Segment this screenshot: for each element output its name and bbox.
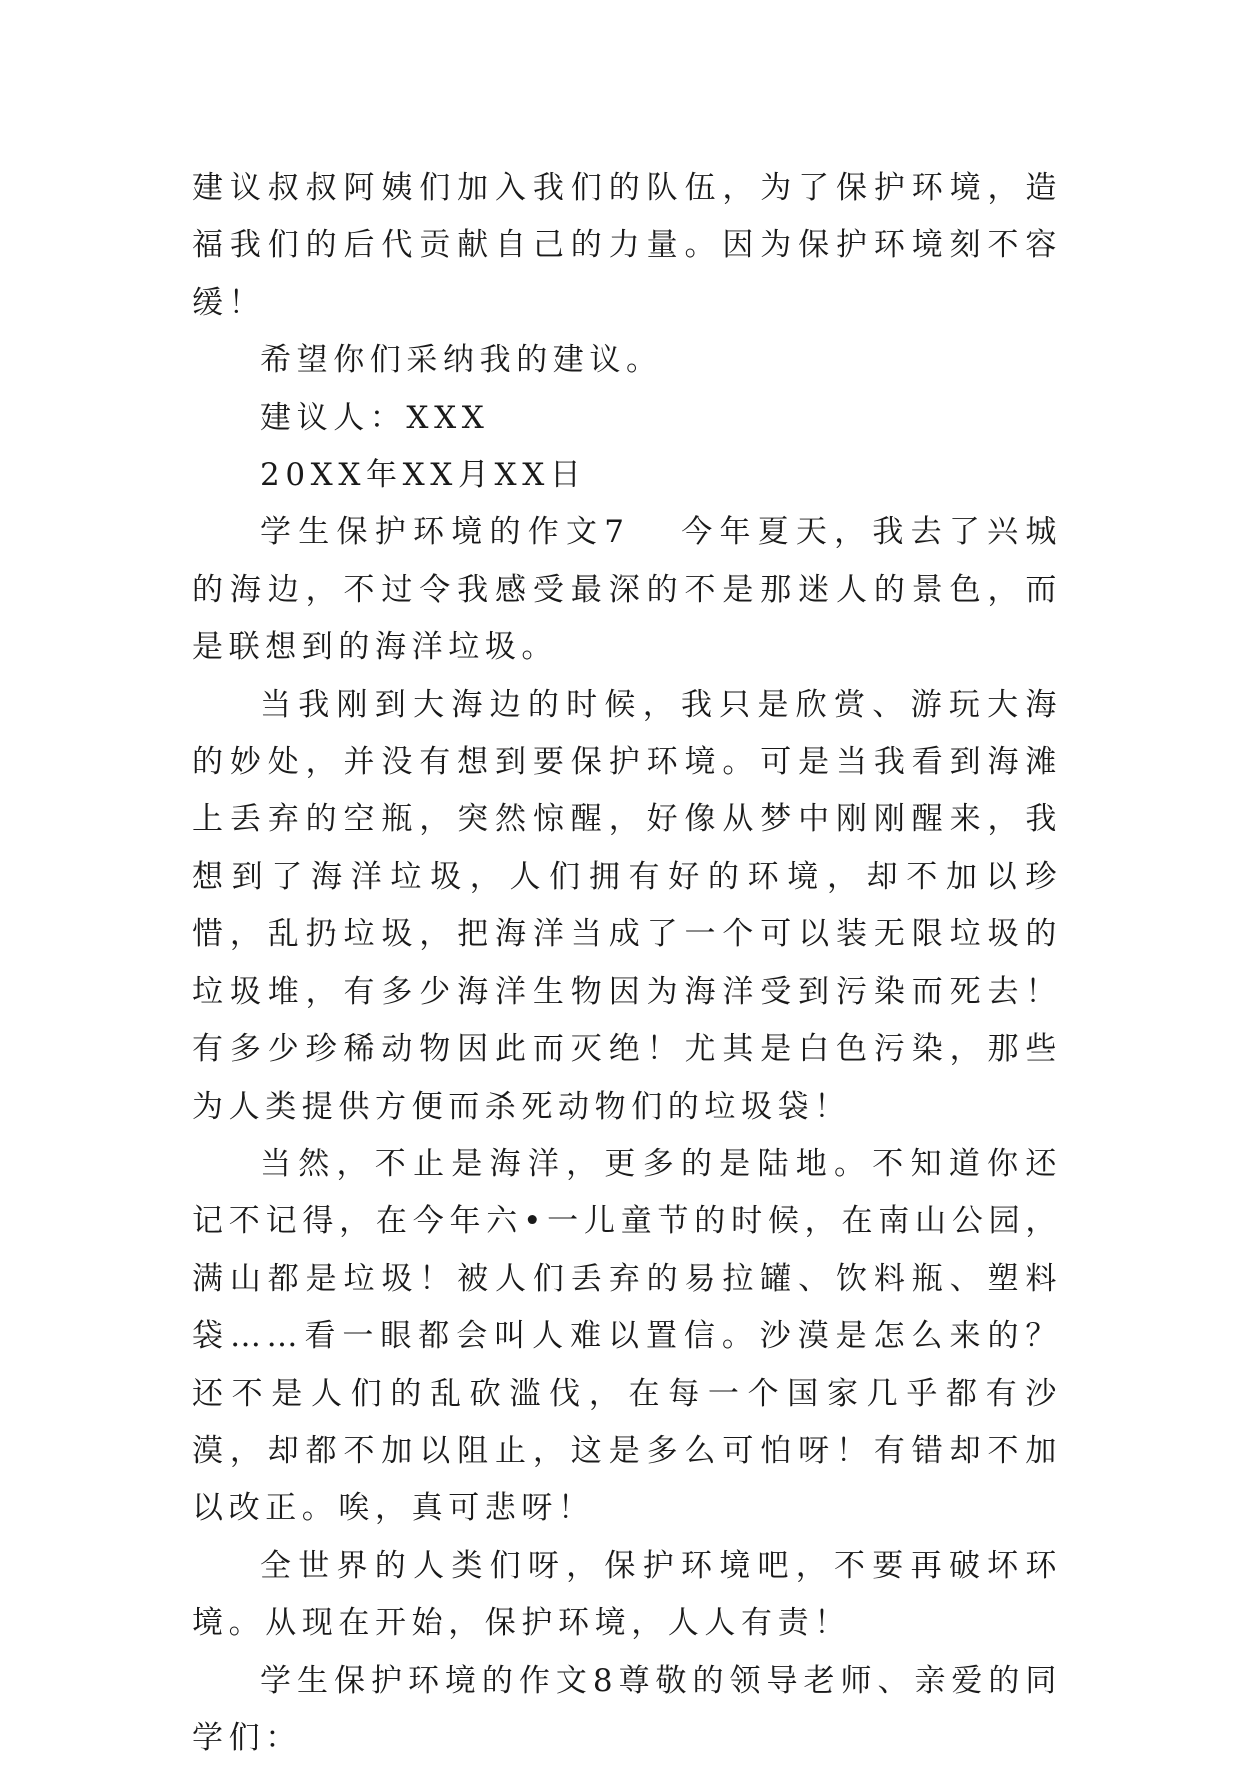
paragraph-essay-8-heading: 学生保护环境的作文8尊敬的领导老师、亲爱的同学们： <box>192 1662 1062 1756</box>
paragraph-closing-suggestion: 建议叔叔阿姨们加入我们的队伍，为了保护环境，造福我们的后代贡献自己的力量。因为保护环境刻不容缓！ <box>192 170 1062 321</box>
paragraph-call-to-action: 全世界的人类们呀，保护环境吧，不要再破坏环境。从现在开始，保护环境，人人有责！ <box>192 1547 1062 1642</box>
paragraph-beach: 当我刚到大海边的时候，我只是欣赏、游玩大海的妙处，并没有想到要保护环境。可是当我看到海滩上丢弃的空瓶，突然惊醒，好像从梦中刚刚醒来，我想到了海洋垃圾，人们拥有好的环境，却不加以珍惜，乱扔垃圾，把海洋当成了一个可以装无限垃圾的垃圾堆，有多少海洋生物因为海洋受到污染而死去！有多少珍稀动物因此而灭绝！尤其是白色污染，那些为人类提供方便而杀死动物们的垃圾袋！ <box>192 686 1062 1125</box>
paragraph-signer: 建议人：XXX <box>260 399 490 436</box>
paragraph-date: 20XX年XX月XX日 <box>260 457 587 494</box>
essay-body <box>192 160 1062 1767</box>
paragraph-hope: 希望你们采纳我的建议。 <box>260 342 663 379</box>
essay-7-intro: 今年夏天，我去了兴城的海边，不过令我感受最深的不是那迷人的景色，而是联想到的海洋垃圾。 <box>192 514 1063 666</box>
essay-7-heading: 学生保护环境的作文7 <box>260 514 630 551</box>
paragraph-land: 当然，不止是海洋，更多的是陆地。不知道你还记不记得，在今年六•一儿童节的时候，在南山公园，满山都是垃圾！被人们丢弃的易拉罐、饮料瓶、塑料袋……看一眼都会叫人难以置信。沙漠是怎么来的？还不是人们的乱砍滥伐，在每一个国家几乎都有沙漠，却都不加以阻止，这是多么可怕呀！有错却不加以改正。唉，真可悲呀！ <box>192 1145 1062 1527</box>
paragraph-essay-7 <box>192 504 1062 676</box>
